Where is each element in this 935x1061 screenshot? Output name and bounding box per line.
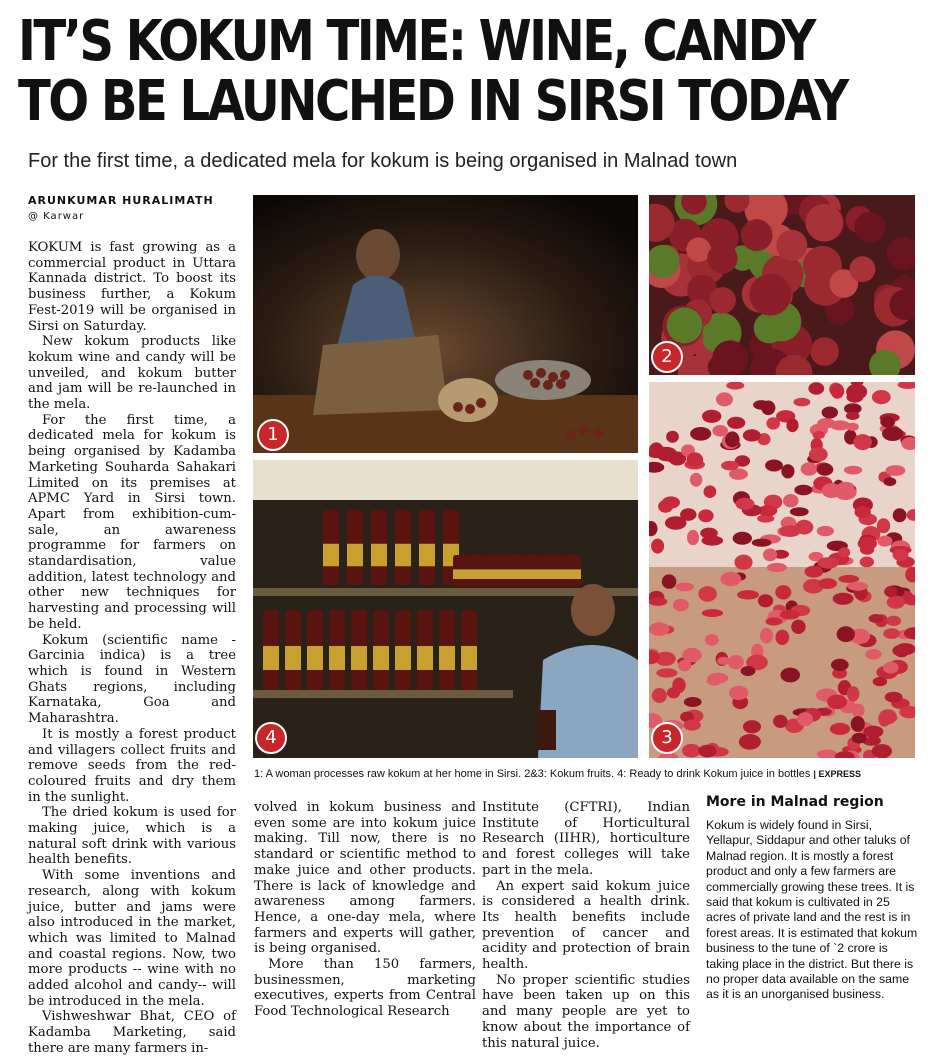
- paragraph: KOKUM is fast growing as a commercial product in Uttara Kannada district. To boost its business further, a Kokum Fest-2019 will be organised in Sirsi on Saturday.: [28, 240, 236, 334]
- headline-line-2: TO BE LAUNCHED IN SIRSI TODAY: [18, 69, 847, 134]
- paragraph: Institute (CFTRI), Indian Institute of Horticultural Research (IIHR), horticulture and forest colleges will take part in the mela.: [482, 800, 690, 878]
- photo-number-badge: 4: [255, 722, 287, 754]
- article-column-3: [482, 800, 690, 1051]
- headline: [18, 9, 847, 134]
- photo-number-badge: 1: [257, 419, 289, 451]
- paragraph: An expert said kokum juice is considered a health drink. Its health benefits include prevention of cancer and acidity and protection of brain health.: [482, 878, 690, 973]
- photo-credit: | EXPRESS: [813, 769, 861, 779]
- paragraph: Kokum (scientific name - Garcinia indica) is a tree which is found in Western Ghats regions, including Karnataka, Goa and Maharashtra.: [28, 632, 236, 727]
- paragraph: No proper scientific studies have been taken up on this and many people are yet to know about the importance of this natural juice.: [482, 972, 690, 1051]
- photo-caption: [254, 768, 924, 780]
- article-column-1: [28, 240, 236, 1057]
- photo-kokum-drying: [649, 382, 915, 758]
- photo-woman-processing-kokum: [253, 195, 638, 453]
- dateline: @ Karwar: [28, 211, 85, 222]
- paragraph: New kokum products like kokum wine and candy will be unveiled, and kokum butter and jam will be re-launched in the mela.: [28, 334, 236, 413]
- paragraph: It is mostly a forest product and villagers collect fruits and remove seeds from the red-coloured fruits and dry them in the sunlight.: [28, 726, 236, 805]
- photo-kokum-juice-bottles: [253, 460, 638, 758]
- paragraph: For the first time, a dedicated mela for kokum is being organised by Kadamba Marketing Souharda Sahakari Limited on its premises at APMC Yard in Sirsi town. Apart from exhibition-cum-sale, an awareness programme for farmers on standardisation, value addition, latest technology and other new techniques for harvesting and processing will be held.: [28, 412, 236, 632]
- paragraph: Vishweshwar Bhat, CEO of Kadamba Marketing, said there are many farmers in-: [28, 1009, 236, 1056]
- headline-line-1: IT’S KOKUM TIME: WINE, CANDY: [18, 9, 814, 74]
- article-column-2: [254, 800, 476, 1020]
- sidebar-text: Kokum is widely found in Sirsi, Yellapur, Siddapur and other taluks of Malnad region. It is mostly a forest product and only a few farmers are commercially growing these trees. It is said that kokum is cultivated in 25 acres of private land and the rest is in forest areas. It is estimated that kokum business to the tune of `2 crore is taking place in the district. But there is no proper data available on the same as it is an unorganised business.: [706, 818, 918, 1002]
- caption-text: 1: A woman processes raw kokum at her home in Sirsi. 2&3: Kokum fruits. 4: Ready to drink Kokum juice in bottles: [254, 768, 811, 780]
- photo-number-badge: 2: [651, 341, 683, 373]
- sidebar-title: More in Malnad region: [706, 794, 884, 810]
- photo-number-badge: 3: [651, 722, 683, 754]
- paragraph: The dried kokum is used for making juice, which is a natural soft drink with various health benefits.: [28, 805, 236, 868]
- paragraph: With some inventions and research, along with kokum juice, butter and jams were also introduced in the market, which was limited to Malnad and coastal regions. Now, two more products -- wine with no added alcohol and candy-- will be introduced in the mela.: [28, 868, 236, 1009]
- photo-kokum-fruits-closeup: [649, 195, 915, 375]
- deck: For the first time, a dedicated mela for kokum is being organised in Malnad town: [28, 150, 738, 172]
- paragraph: More than 150 farmers, businessmen, marketing executives, experts from Central Food Technological Research: [254, 957, 476, 1020]
- byline: ARUNKUMAR HURALIMATH: [28, 194, 214, 207]
- paragraph: volved in kokum business and even some are into kokum juice making. Till now, there is no standard or scientific method to make juice and other products. There is lack of knowledge and awareness among farmers. Hence, a one-day mela, where farmers and experts will gather, is being organised.: [254, 800, 476, 957]
